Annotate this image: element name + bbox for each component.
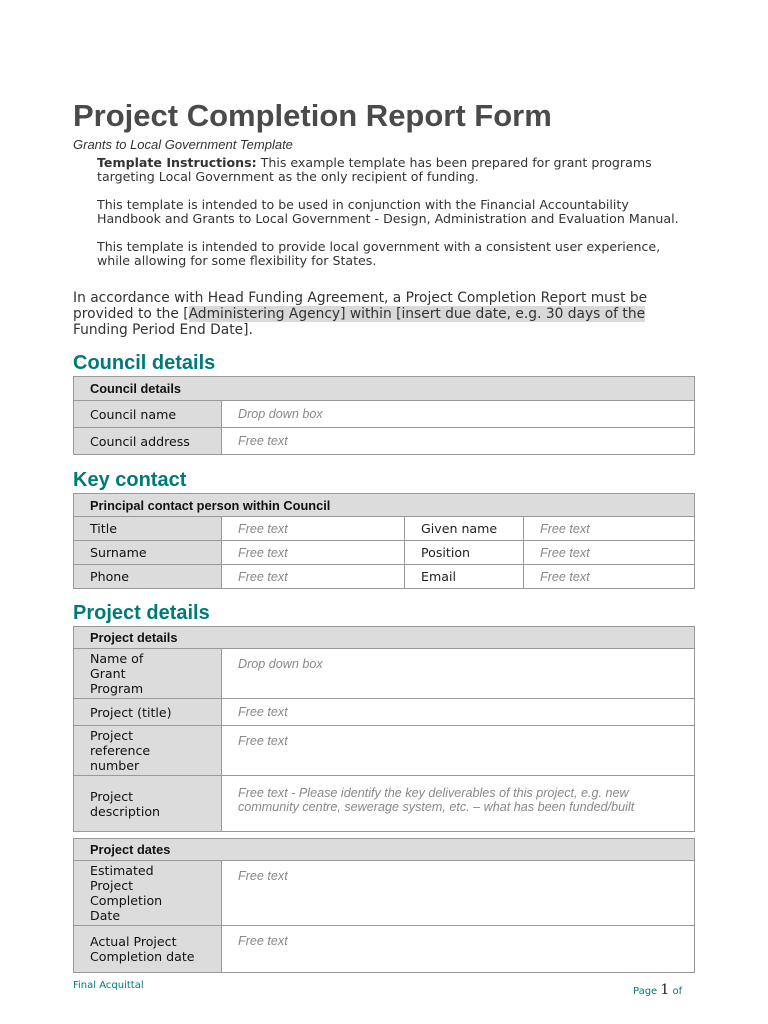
label: Council name <box>74 401 222 428</box>
project-description-field[interactable]: Free text - Please identify the key deliverables of this project, e.g. new community centre, sewerage system, etc. – what has been funded/built <box>222 776 695 832</box>
table-header: Council details <box>74 377 695 401</box>
label: Project (title) <box>74 699 222 726</box>
table-header: Principal contact person within Council <box>74 494 695 517</box>
label: Email <box>405 565 524 589</box>
position-field[interactable]: Free text <box>524 541 695 565</box>
project-heading: Project details <box>73 602 210 624</box>
council-address-field[interactable]: Free text <box>222 428 695 455</box>
table-header: Project dates <box>74 839 695 861</box>
dates-table <box>73 838 695 973</box>
label: Estimated Project Completion Date <box>74 861 222 926</box>
subtitle: Grants to Local Government Template <box>73 137 293 152</box>
contact-table <box>73 493 695 589</box>
phone-field[interactable]: Free text <box>222 565 405 589</box>
table-header: Project details <box>74 627 695 649</box>
grant-program-field[interactable]: Drop down box <box>222 649 695 699</box>
label: Project description <box>74 776 222 832</box>
key-contact-heading: Key contact <box>73 469 187 491</box>
label: Council address <box>74 428 222 455</box>
instructions-p1: This example template has been prepared for grant programs targeting Local Government as the only recipient of funding. <box>97 156 652 184</box>
council-table <box>73 376 695 455</box>
project-reference-field[interactable]: Free text <box>222 726 695 776</box>
instructions-p2: This template is intended to be used in conjunction with the Financial Accountability Handbook and Grants to Local Government - Design, Administration and Evaluation Manual. <box>97 197 679 226</box>
title-field[interactable]: Free text <box>222 517 405 541</box>
label: Project reference number <box>74 726 222 776</box>
intro-paragraph: In accordance with Head Funding Agreement, a Project Completion Report must be provided to the [Administering Agency] within [insert due date, e.g. 30 days of the Funding Period End Date]. <box>73 290 648 338</box>
email-field[interactable]: Free text <box>524 565 695 589</box>
project-table <box>73 626 695 832</box>
instructions-label: Template Instructions: <box>97 156 257 170</box>
label: Title <box>74 517 222 541</box>
project-title-field[interactable]: Free text <box>222 699 695 726</box>
page-number: Page 1 of <box>633 982 683 998</box>
footer-left: Final Acquittal <box>73 980 144 991</box>
page-title: Project Completion Report Form <box>73 98 552 133</box>
instructions-p3: This template is intended to provide local government with a consistent user experience, while allowing for some flexibility for States. <box>97 239 661 268</box>
template-instructions <box>97 156 687 272</box>
label: Name of Grant Program <box>74 649 222 699</box>
label: Surname <box>74 541 222 565</box>
estimated-completion-field[interactable]: Free text <box>222 861 695 926</box>
label: Actual Project Completion date <box>74 926 222 973</box>
given-name-field[interactable]: Free text <box>524 517 695 541</box>
surname-field[interactable]: Free text <box>222 541 405 565</box>
label: Phone <box>74 565 222 589</box>
actual-completion-field[interactable]: Free text <box>222 926 695 973</box>
label: Position <box>405 541 524 565</box>
council-heading: Council details <box>73 352 216 374</box>
council-name-field[interactable]: Drop down box <box>222 401 695 428</box>
label: Given name <box>405 517 524 541</box>
